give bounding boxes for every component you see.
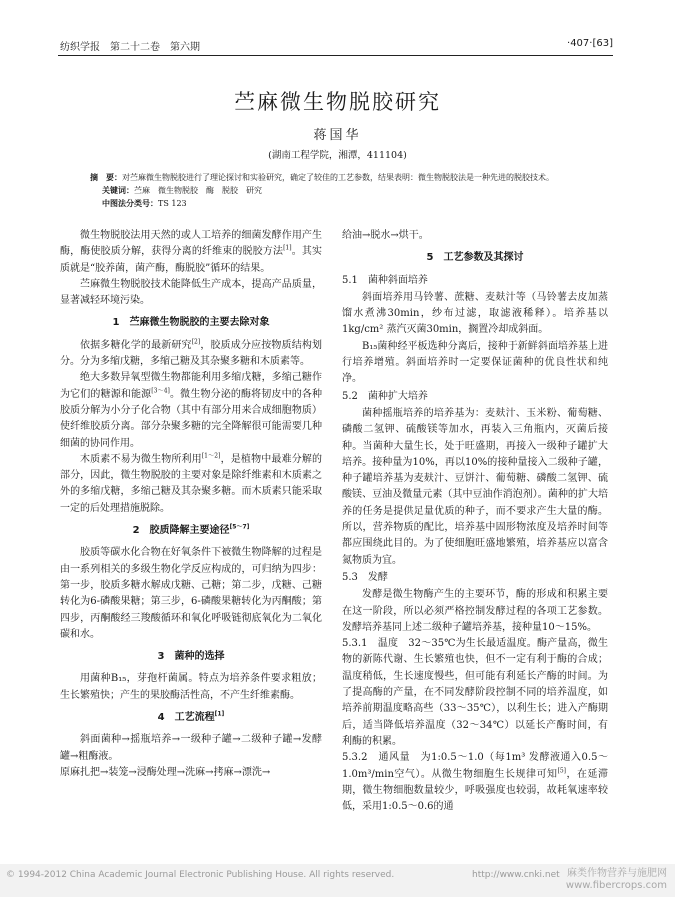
citation: [1～2]	[201, 452, 221, 460]
paragraph: 用菌种B₁₅，芽孢杆菌属。特点为培养条件要求粗放；生长繁殖快；产生的果胶酶活性高，不产生纤维素酶。	[60, 673, 322, 701]
watermark	[566, 868, 667, 892]
footer-bar	[0, 864, 675, 897]
paragraph: 胶质等碳水化合物在好氧条件下被微生物降解的过程是由一系列相关的多级生物化学反应构成的，可归纳为四步：第一步，胶质多糖水解成戊糖、己糖；第二步，戊糖、己糖转化为6-磷酸果糖；第三步，6-磷酸果糖转化为丙酮酸；第四步，丙酮酸经三羧酸循环和氧化呼吸链彻底氧化为二氧化碳和水。	[60, 547, 322, 640]
paragraph: B₁₅菌种经平板选种分离后，接种于新鲜斜面培养基上进行培养增殖。斜面培养时一定要保证菌种的优良性状和纯净。	[342, 340, 608, 385]
keywords-label: 关键词：	[102, 186, 134, 195]
classification-code: TS 123	[158, 199, 187, 208]
subsection-heading: 5.1 菌种斜面培养	[342, 274, 428, 286]
copyright-notice: © 1994-2012 China Academic Journal Electronic Publishing House. All rights reserved.	[6, 870, 395, 880]
section-heading: 1 苎麻微生物脱胶的主要去除对象	[112, 317, 270, 329]
paragraph	[342, 750, 608, 815]
process-flow: 给油→脱水→烘干。	[342, 230, 429, 241]
abstract-label: 摘 要：	[90, 173, 122, 182]
section-heading	[60, 710, 322, 726]
running-header	[60, 38, 613, 53]
citation: [5～7]	[229, 523, 250, 531]
process-flow: 斜面菌种→摇瓶培养→一级种子罐→二级种子罐→发酵罐→粗酶液。	[60, 734, 322, 762]
classification-label: 中图法分类号：	[102, 199, 158, 208]
citation: [1]	[283, 244, 292, 252]
paragraph-text: ，在延滞期，微生物细胞数量较少，呼吸强度也较弱，故耗氧速率较低，采用1:0.5～0.6的通	[342, 768, 609, 813]
paragraph-text: 5.3.2 通风量 为1:0.5～1.0（每1m³ 发酵液通入0.5～1.0m³/min空气）。从微生物细胞生长规律可知	[342, 752, 608, 780]
keywords-text: 苎麻 微生物脱胶 酶 脱胶 研究	[134, 186, 262, 195]
header-rule	[58, 55, 613, 56]
heading-text: 4 工艺流程	[157, 712, 215, 724]
section-heading: 3 菌种的选择	[157, 651, 225, 663]
author-name: 蒋国华	[313, 128, 362, 143]
paragraph: 5.3.1 温度 32～35℃为生长最适温度。酶产量高，微生物的新陈代谢、生长繁殖也快，但不一定有利于酶的合成；温度稍低，生长速度慢些，但可能有利延长产酶的时间。为了提高酶的产量，在不同发酵阶段控制不同的培养温度，如培养前期温度略高些（33～35℃），以利生长；进入产酶期后，适当降低培养温度（32～34℃）以延长产酶时间，有利酶的积累。	[342, 638, 608, 747]
section-heading: 5 工艺参数及其探讨	[426, 252, 524, 264]
left-column	[60, 228, 322, 781]
heading-text: 2 胶质降解主要途径	[132, 525, 230, 537]
paragraph-text: ，是植物中最难分解的部分，因此，微生物脱胶的主要对象是除纤维素和木质素之外的多缩戊糖，多缩己糖及其杂聚多糖。而木质素只能采取一定的后处理措施脱除。	[60, 453, 322, 514]
paragraph-text: 。微生物分泌的酶将韧皮中的各种胶质分解为小分子化合物（其中有部分用来合成细胞物质）使纤维胶质分离。部分杂聚多糖的完全降解很可能需要几种细菌的协同作用。	[60, 388, 323, 449]
paragraph-text: 木质素不易为微生物所利用	[80, 453, 202, 465]
citation: [3～4]	[151, 387, 170, 395]
paragraph	[60, 452, 322, 517]
abstract	[90, 171, 583, 184]
paragraph	[60, 228, 322, 277]
paragraph-text: 依据多糖化学的最新研究	[80, 339, 192, 351]
abstract-block	[90, 171, 583, 210]
paragraph-text: 。其实质就是“胶养菌，菌产酶，酶脱胶”循环的结果。	[60, 246, 323, 274]
right-column	[342, 228, 608, 815]
abstract-text: 对苎麻微生物脱胶进行了理论探讨和实验研究，确定了较佳的工艺参数，结果表明：微生物脱胶法是一种先进的脱胶技术。	[122, 173, 554, 182]
citation: [5]	[557, 767, 566, 775]
keywords	[90, 184, 583, 197]
paragraph-text: 绝大多数异氧型微生物都能利用多缩戊糖，多缩己糖作为它们的糖源和能源	[60, 372, 322, 400]
citation: [1]	[214, 710, 225, 718]
paragraph: 菌种摇瓶培养的培养基为：麦麸汁、玉米粉、葡萄糖、磷酸二氢钾、硫酸镁等加水，再装入三角瓶内，灭菌后接种。当菌种大量生长，处于旺盛期，再接入一级种子罐扩大培养。接种量为10%，再以10%的接种量接入二级种子罐，种子罐培养基为麦麸汁、豆饼汁、葡萄糖、磷酸二氢钾、硫酸镁、豆油及微量元素（其中豆油作消泡剂）。菌种的扩大培养的任务是提供足量优质的种子，而不要求产生大量的酶。所以，营养物质的配比，培养基中固形物浓度及培养时间等都应围绕此目的。为了使细胞旺盛地繁殖，培养基应以富含氮物质为宜。	[342, 407, 608, 566]
citation: [2]	[191, 338, 201, 346]
affiliation: (湖南工程学院，湘潭，411104)	[268, 150, 407, 161]
subsection-heading: 5.2 菌种扩大培养	[342, 390, 428, 402]
classification	[90, 197, 583, 210]
paragraph: 发酵是微生物酶产生的主要环节，酶的形成和积累主要在这一阶段，所以必须严格控制发酵过程的各项工艺参数。发酵培养基同上述二级种子罐培养基，接种量10～15%。	[342, 589, 608, 633]
paragraph-text: ，胶质成分应按物质结构划分。分为多缩戊糖，多缩己糖及其杂聚多糖和木质素等。	[60, 339, 323, 368]
process-flow: 原麻扎把→装笼→浸酶处理→洗麻→拷麻→漂洗→	[60, 766, 271, 778]
article-title: 苎麻微生物脱胶研究	[234, 90, 441, 114]
journal-info: 纺织学报 第二十二卷 第六期	[60, 42, 200, 53]
paragraph	[60, 338, 322, 371]
cnki-link[interactable]: http://www.cnki.net	[472, 870, 560, 880]
paragraph: 苎麻微生物脱胶技术能降低生产成本，提高产品质量，显著减轻环境污染。	[60, 278, 322, 307]
paragraph-text: 微生物脱胶法用天然的或人工培养的细菌发酵作用产生酶，酶使胶质分解，获得分离的纤维束的脱胶方法	[60, 230, 322, 258]
watermark-url: www.fibercrops.com	[565, 880, 667, 891]
paragraph	[60, 370, 322, 451]
page-number: ·407·[63]	[567, 38, 613, 49]
watermark-text: 麻类作物营养与施肥网	[567, 868, 667, 879]
subsection-heading: 5.3 发酵	[342, 571, 388, 583]
paragraph: 斜面培养用马铃薯、蔗糖、麦麸汁等（马铃薯去皮加蒸馏水煮沸30min，纱布过滤，取滤液稀释）。培养基以1kg/cm² 蒸汽灭菌30min，搁置冷却成斜面。	[342, 291, 608, 336]
section-heading	[60, 523, 322, 539]
